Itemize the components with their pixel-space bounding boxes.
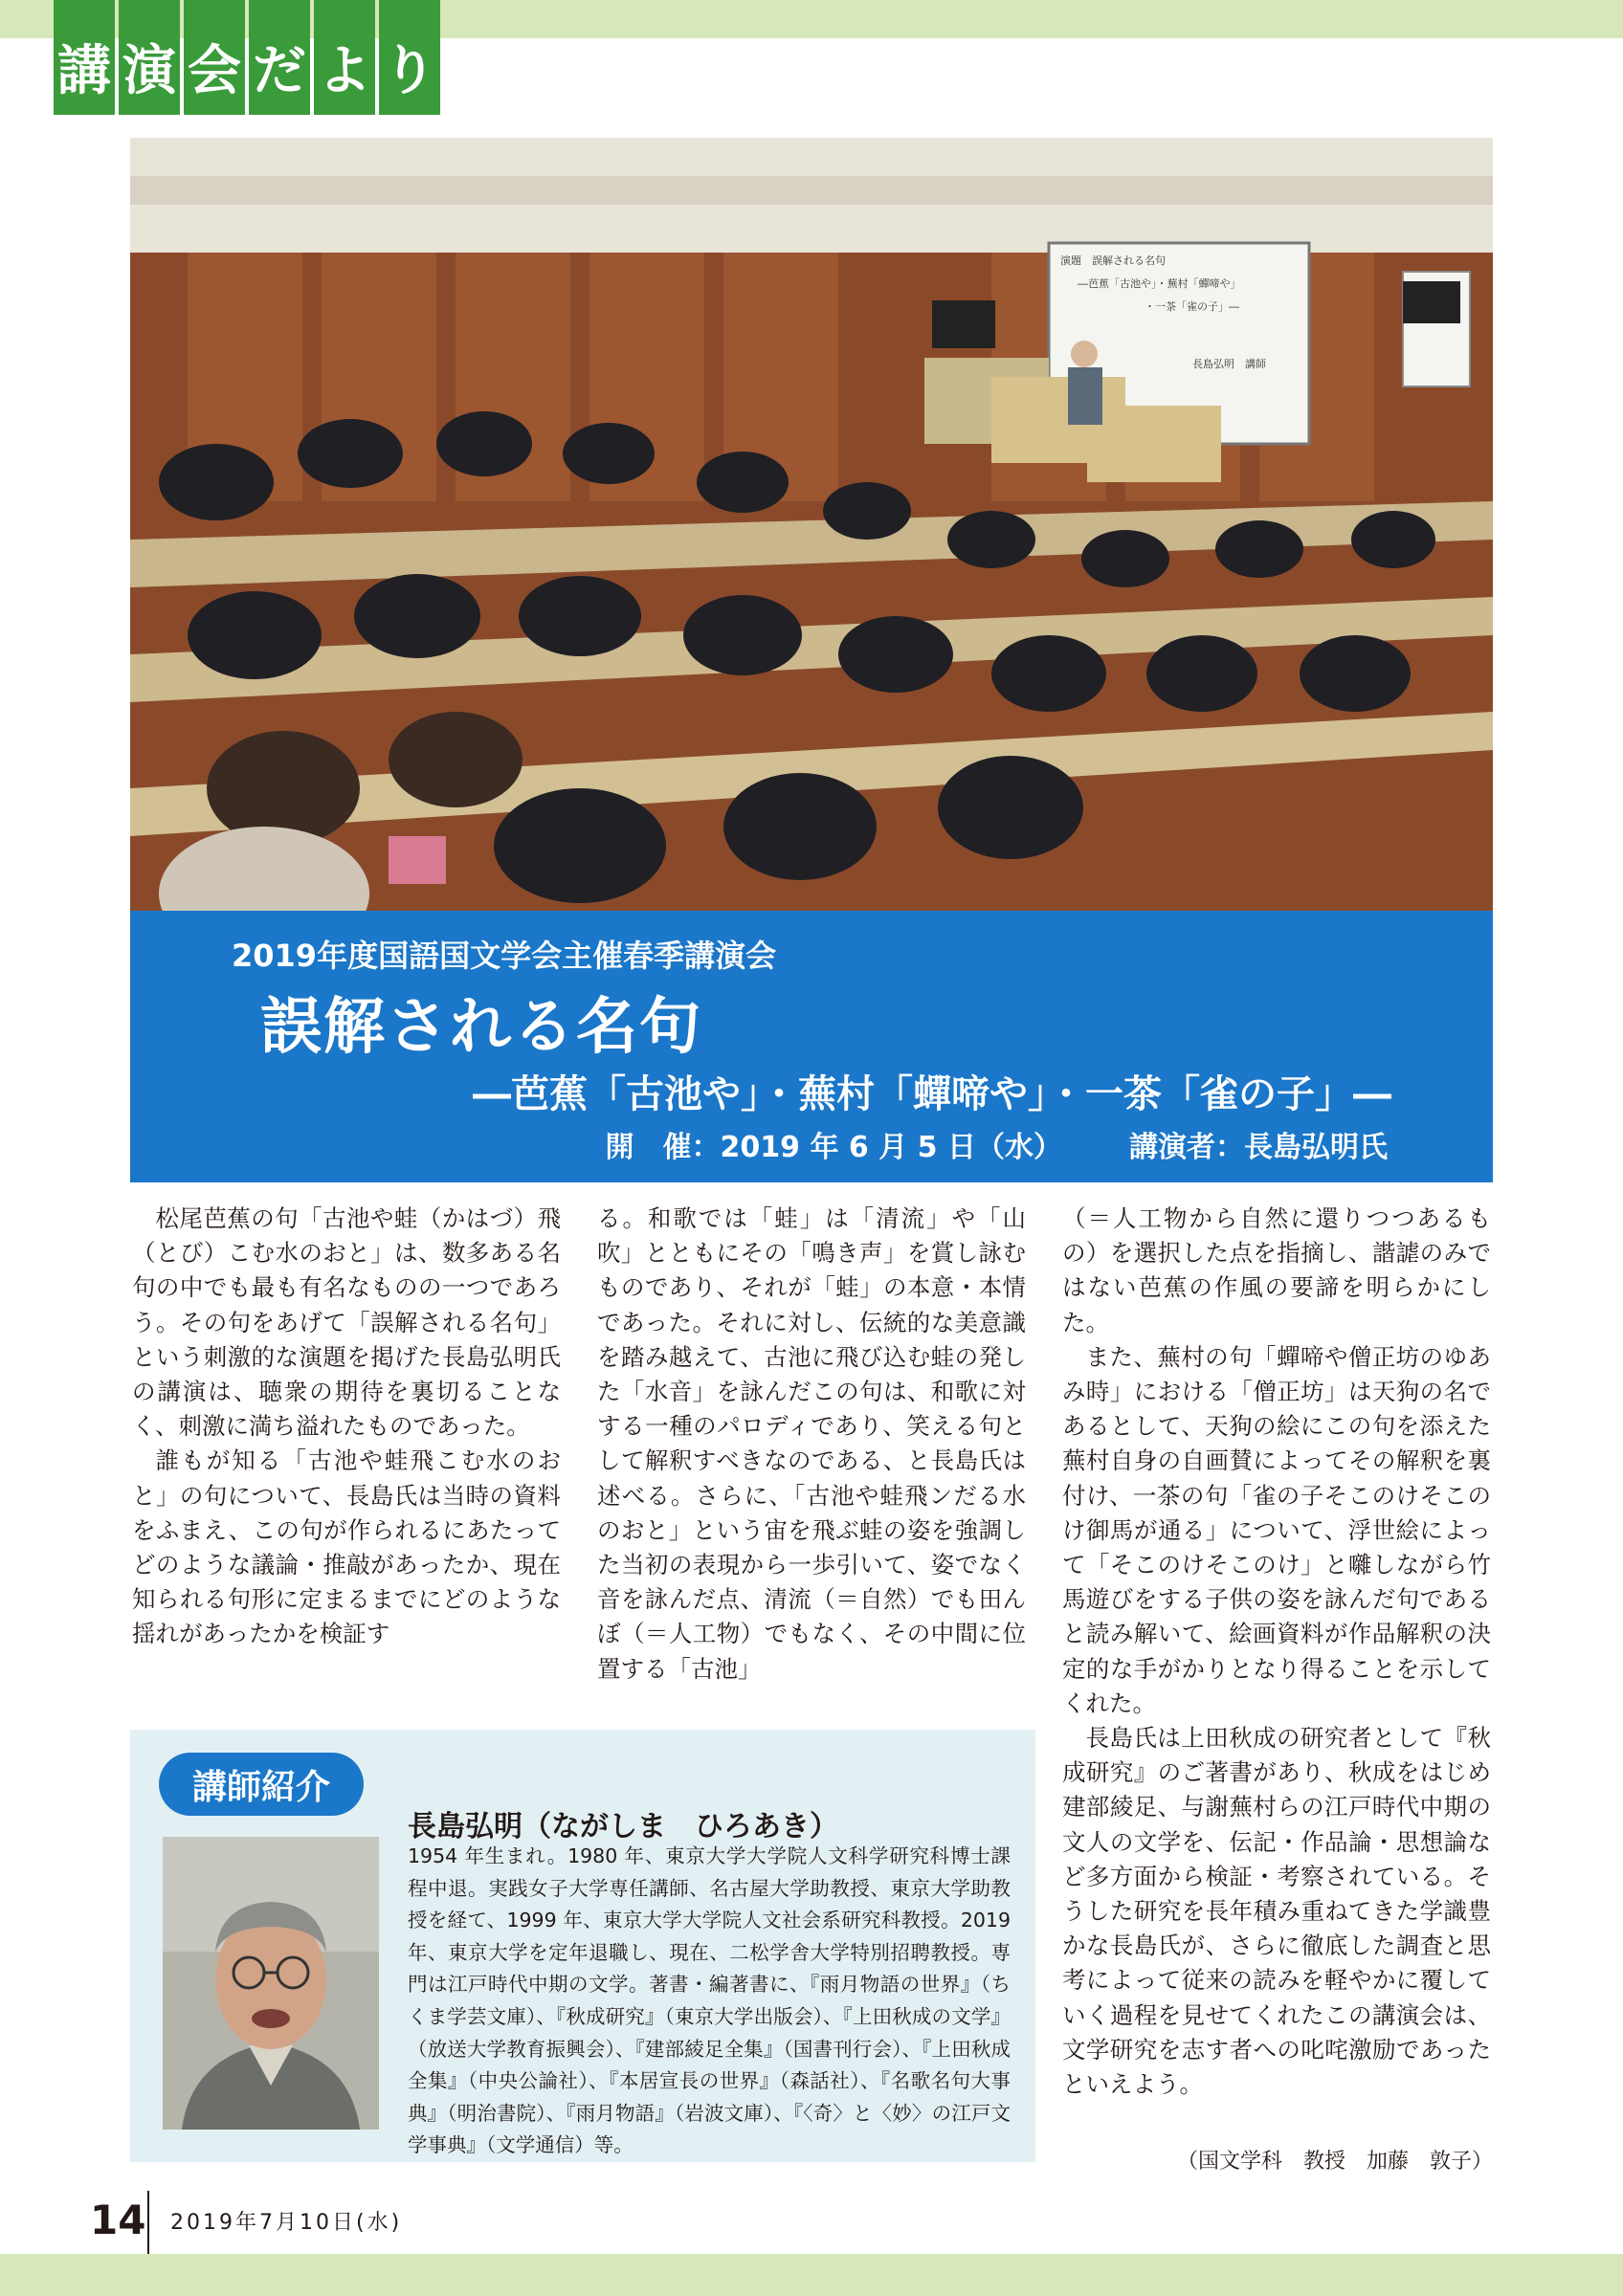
issue-date: 2019年7月10日(水) — [170, 2211, 403, 2235]
article-column-3 — [1062, 1202, 1491, 2102]
speaker-portrait — [163, 1837, 379, 2130]
section-title-char: 演 — [119, 0, 180, 115]
speaker-bio: 1954 年生まれ。1980 年、東京大学大学院人文科学研究科博士課程中退。実践女子大学専任講師、名古屋大学助教授、東京大学助教授を経て、1999 年、東京大学大学院人文社会系研究科教授。2019 年、東京大学を定年退職し、現在、二松学舎大学特別招聘教授。専門は江戸時代中期の文学。著書・編著書に、『雨月物語の世界』（ちくま学芸文庫）、『秋成研究』（東京大学出版会）、『上田秋成の文学』（放送大学教育振興会）、『建部綾足全集』（国書刊行会）、『上田秋成全集』（中央公論社）、『本居宣長の世界』（森話社）、『名歌名句大事典』（明治書院）、『雨月物語』（岩波文庫）、『〈奇〉と〈妙〉の江戸文学事典』（文学通信）等。 — [408, 1844, 1011, 2157]
speaker-profile — [130, 1730, 1035, 2162]
whiteboard-line: ・一茶「雀の子」― — [1145, 300, 1239, 313]
event-series: 2019年度国語国文学会主催春季講演会 — [232, 938, 777, 974]
section-title-char: 講 — [54, 0, 115, 115]
lecture-subtitle: ―芭蕉「古池や」・蕪村「蟬啼や」・一茶「雀の子」― — [473, 1072, 1391, 1116]
page-number: 14 — [90, 2197, 146, 2243]
section-title-char: だ — [249, 0, 310, 115]
event-speaker: 講演者：長島弘明氏 — [1129, 1131, 1388, 1164]
lecture-title: 誤解される名句 — [260, 992, 702, 1063]
article-paragraph: る。和歌では「蛙」は「清流」や「山吹」とともにその「鳴き声」を賞し詠むものであり、それが「蛙」の本意・本情であった。それに対し、伝統的な美意識を踏み越えて、古池に飛び込む蛙の発した「水音」を詠んだこの句は、和歌に対する一種のパロディであり、笑える句として解釈すべきなのである、と長島氏は述べる。さらに、「古池や蛙飛ンだる水のおと」という宙を飛ぶ蛙の姿を強調した当初の表現から一歩引いて、姿でなく音を詠んだ点、清流（＝自然）でも田んぼ（＝人工物）でもなく、その中間に位置する「古池」 — [597, 1204, 1026, 1683]
event-meta — [606, 1123, 1388, 1165]
whiteboard-line: ―芭蕉「古池や」・蕪村「蟬啼や」 — [1078, 277, 1241, 290]
article-column-1 — [132, 1202, 561, 1652]
article-paragraph: 誰もが知る「古池や蛙飛こむ水のおと」の句について、長島氏は当時の資料をふまえ、この句が作られるにあたってどのような議論・推敲があったか、現在知られる句形に定まるまでにどのような揺れがあったかを検証す — [132, 1446, 561, 1648]
speaker-name: 長島弘明（ながしま ひろあき） — [408, 1810, 838, 1843]
bottom-band — [0, 2254, 1623, 2296]
article-paragraph: 松尾芭蕉の句「古池や蛙（かはづ）飛（とび）こむ水のおと」は、数多ある名句の中でも最も有名なものの一つであろう。その句をあげて「誤解される名句」という刺激的な演題を掲げた長島弘明氏の講演は、聴衆の期待を裏切ることなく、刺激に満ち溢れたものであった。 — [132, 1204, 561, 1441]
section-title — [54, 0, 440, 115]
whiteboard-line: 長島弘明 講師 — [1192, 358, 1266, 370]
profile-tag: 講師紹介 — [159, 1753, 364, 1816]
event-date: 開 催：2019 年 6 月 5 日（水） — [605, 1131, 1062, 1164]
whiteboard-line: 演題 誤解される名句 — [1060, 254, 1166, 267]
article-column-2 — [597, 1202, 1026, 1687]
article-paragraph: （＝人工物から自然に還りつつあるもの）を選択した点を指摘し、諧謔のみではない芭蕉の作風の要諦を明らかにした。 — [1062, 1204, 1491, 1336]
lecture-hall-photo — [130, 138, 1493, 911]
article-author: （国文学科 教授 加藤 敦子） — [1176, 2150, 1493, 2174]
article-paragraph: 長島氏は上田秋成の研究者として『秋成研究』のご著書があり、秋成をはじめ建部綾足、与謝蕪村らの江戸時代中期の文人の文学を、伝記・作品論・思想論など多方面から検証・考察されている。そうした研究を長年積み重ねてきた学識豊かな長島氏が、さらに徹底した調査と思考によって従来の読みを軽やかに覆していく過程を見せてくれたこの講演会は、文学研究を志す者への叱咤激励であったといえよう。 — [1062, 1724, 1491, 2099]
section-title-char: り — [379, 0, 440, 115]
lecture-banner — [130, 911, 1493, 1182]
article-paragraph: また、蕪村の句「蟬啼や僧正坊のゆあみ時」における「僧正坊」は天狗の名であるとして、天狗の絵にこの句を添えた蕪村自身の自画賛によってその解釈を裏付け、一茶の句「雀の子そこのけそこのけ御馬が通る」について、浮世絵によって「そこのけそこのけ」と囃しながら竹馬遊びをする子供の姿を詠んだ句であると読み解いて、絵画資料が作品解釈の決定的な手がかりとなり得ることを示してくれた。 — [1062, 1342, 1491, 1717]
section-title-char: よ — [314, 0, 375, 115]
section-title-char: 会 — [184, 0, 245, 115]
